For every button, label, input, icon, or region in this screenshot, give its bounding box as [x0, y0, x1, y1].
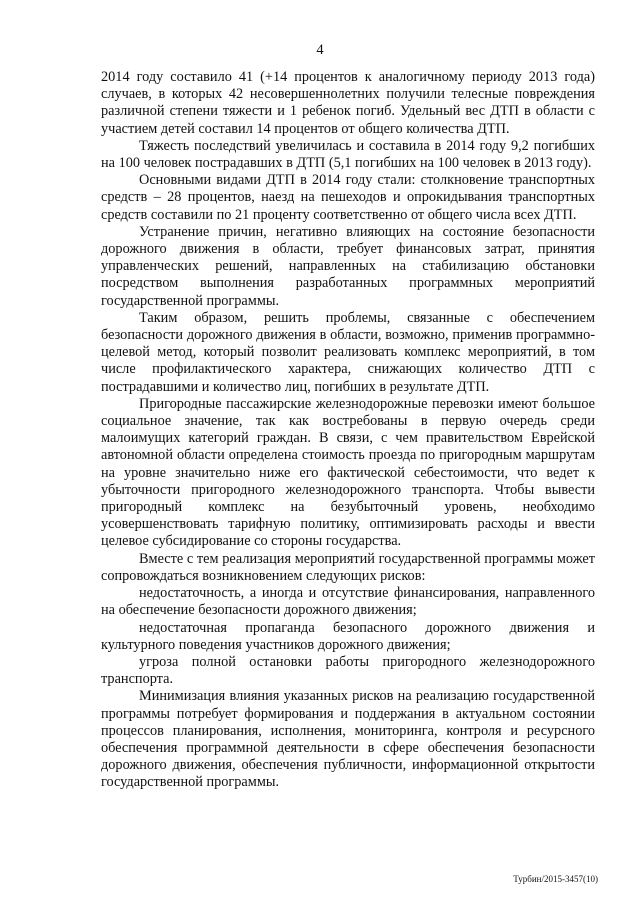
list-item-risk-railway: угроза полной остановки работы пригородного железнодорожного транспорта.	[101, 653, 595, 688]
list-item-risk-propaganda: недостаточная пропаганда безопасного дорожного движения и культурного поведения участников дорожного движения;	[101, 619, 595, 653]
paragraph-severity: Тяжесть последствий увеличилась и составила в 2014 году 9,2 погибших на 100 человек пострадавших в ДТП (5,1 погибших на 100 человек в 2013 году).	[101, 137, 595, 172]
paragraph-program-method: Таким образом, решить проблемы, связанные с обеспечением безопасности дорожного движения в области, возможно, применив программно-целевой метод, который позволит реализовать комплекс мероприятий, в том числе профилактического характера, снижающих количество ДТП с пострадавшими и количество лиц, погибших в результате ДТП.	[101, 309, 595, 395]
paragraph-risk-minimization: Минимизация влияния указанных рисков на реализацию государственной программы потребует формирования и поддержания в актуальном состоянии процессов планирования, исполнения, мониторинга, контроля и ресурсного обеспечения программной деятельности в сфере обеспечения безопасности дорожного движения, обеспечения публичности, информационной открытости государственной программы.	[101, 688, 595, 791]
document-code: Турбин/2015-3457(10)	[513, 874, 598, 884]
document-body	[101, 69, 595, 792]
paragraph-railway-transport: Пригородные пассажирские железнодорожные перевозки имеют большое социальное значение, так как востребованы в первую очередь среди малоимущих категорий граждан. В связи, с чем правительством Еврейской автономной области определена стоимость проезда по пригородным маршрутам на уровне значительно ниже его фактической себестоимости, что ведет к убыточности пригородного железнодорожного транспорта. Чтобы вывести пригородный комплекс на безубыточный уровень, необходимо усовершенствовать тарифную политику, оптимизировать расходы и ввести целевое субсидирование со стороны государства.	[101, 395, 595, 550]
paragraph-risks-intro: Вместе с тем реализация мероприятий государственной программы может сопровождаться возникновением следующих рисков:	[101, 550, 595, 584]
paragraph-continued-stats: 2014 году составило 41 (+14 процентов к аналогичному периоду 2013 года) случаев, в которых 42 несовершеннолетних получили телесные повреждения различной степени тяжести и 1 ребенок погиб. Удельный вес ДТП в области с участием детей составил 14 процентов от общего количества ДТП.	[101, 69, 595, 137]
paragraph-accident-types: Основными видами ДТП в 2014 году стали: столкновение транспортных средств – 28 процентов, наезд на пешеходов и опрокидывания транспортных средств составили по 21 проценту соответственно от общего числа всех ДТП.	[101, 172, 595, 223]
paragraph-causes: Устранение причин, негативно влияющих на состояние безопасности дорожного движения в области, требует финансовых затрат, принятия управленческих решений, направленных на стабилизацию обстановки посредством выполнения разработанных программных мероприятий государственной программы.	[101, 223, 595, 309]
page-number: 4	[316, 42, 324, 58]
list-item-risk-funding: недостаточность, а иногда и отсутствие финансирования, направленного на обеспечение безопасности дорожного движения;	[101, 585, 595, 619]
